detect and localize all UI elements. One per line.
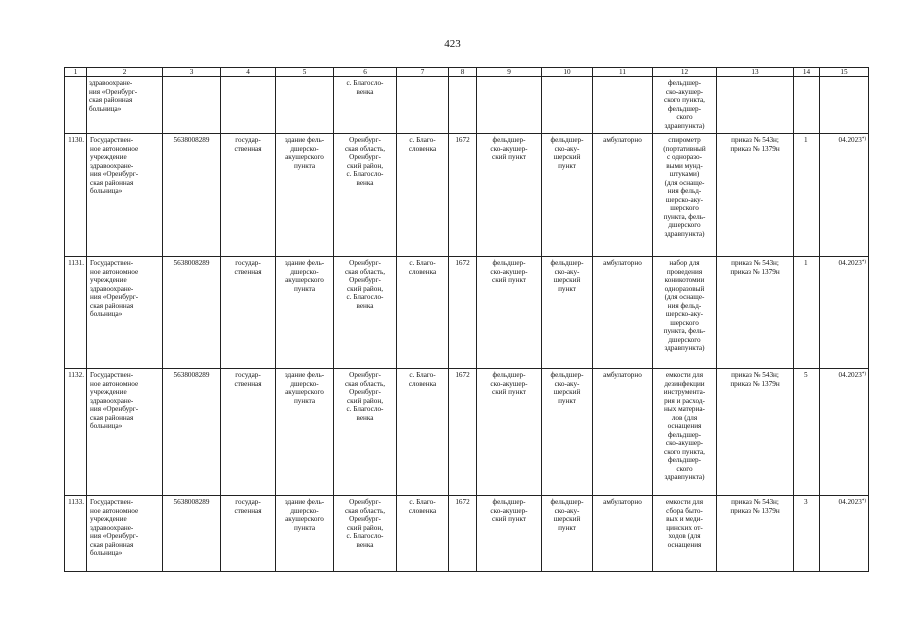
- column-number: 10: [542, 68, 593, 77]
- quantity-cell: 1: [794, 257, 820, 369]
- equipment-cell: набор для проведения коникотомии одноразовый (для оснаще- ния фельд- шерско-аку- шерского пункта, фель- дшерского здравпункта): [653, 257, 717, 369]
- column-number: 13: [717, 68, 794, 77]
- row-number: 1132.: [65, 369, 87, 496]
- table-row: [65, 369, 869, 496]
- table-cell: [794, 77, 820, 134]
- column-number: 11: [593, 68, 653, 77]
- ownership-cell: государ- ственная: [221, 496, 276, 572]
- inn-cell: 5638008289: [163, 496, 221, 572]
- date-cell: [820, 496, 869, 572]
- column-number: 7: [397, 68, 449, 77]
- column-number: 15: [820, 68, 869, 77]
- order-cell: приказ № 543н; приказ № 1379н: [717, 257, 794, 369]
- building-cell: здание фель- дшерско- акушерского пункта: [276, 496, 334, 572]
- footnote-mark: *): [861, 260, 866, 265]
- care-mode-cell: амбулаторно: [593, 496, 653, 572]
- column-number: 12: [653, 68, 717, 77]
- equipment-cell: емкости для дезинфекции инструмента- рия и расход- ных материа- лов (для оснащения фельдшер- ско-акушер- ского пункта, фельдшер- ского здравпункта): [653, 369, 717, 496]
- table-cell: [477, 77, 542, 134]
- table-cell: [276, 77, 334, 134]
- care-mode-cell: амбулаторно: [593, 134, 653, 257]
- column-number: 6: [334, 68, 397, 77]
- column-number: 3: [163, 68, 221, 77]
- facility-type-cell: фельдшер- ско-акушер- ский пункт: [477, 496, 542, 572]
- settlement-cell: с. Благо- словенка: [397, 257, 449, 369]
- table-cell: [820, 77, 869, 134]
- order-cell: приказ № 543н; приказ № 1379н: [717, 134, 794, 257]
- column-number: 14: [794, 68, 820, 77]
- table-cell: [449, 77, 477, 134]
- ownership-cell: государ- ственная: [221, 369, 276, 496]
- facility-type-cell: фельдшер- ско-акушер- ский пункт: [477, 257, 542, 369]
- date-value: 04.2023: [838, 371, 862, 379]
- quantity-cell: 3: [794, 496, 820, 572]
- continuation-row: [65, 77, 869, 134]
- care-mode-cell: амбулаторно: [593, 257, 653, 369]
- date-cell: [820, 257, 869, 369]
- row-number: 1131.: [65, 257, 87, 369]
- count-cell: 1672: [449, 257, 477, 369]
- equipment-cell: фельдшер- ско-акушер- ского пункта, фельдшер- ского здравпункта): [653, 77, 717, 134]
- date-value: 04.2023: [838, 136, 862, 144]
- column-number: 8: [449, 68, 477, 77]
- count-cell: 1672: [449, 369, 477, 496]
- column-number-row: [65, 68, 869, 77]
- ownership-cell: государ- ственная: [221, 257, 276, 369]
- count-cell: 1672: [449, 134, 477, 257]
- quantity-cell: 1: [794, 134, 820, 257]
- date-value: 04.2023: [838, 259, 862, 267]
- address-cell: Оренбург- ская область, Оренбург- ский район, с. Благосло- венка: [334, 369, 397, 496]
- address-cell: Оренбург- ская область, Оренбург- ский район, с. Благосло- венка: [334, 134, 397, 257]
- table-cell: [717, 77, 794, 134]
- date-cell: [820, 134, 869, 257]
- table-cell: [542, 77, 593, 134]
- order-cell: приказ № 543н; приказ № 1379н: [717, 369, 794, 496]
- owner-cell: здравоохране- ния «Оренбург- ская районная больница»: [87, 77, 163, 134]
- inn-cell: 5638008289: [163, 369, 221, 496]
- order-cell: приказ № 543н; приказ № 1379н: [717, 496, 794, 572]
- column-number: 9: [477, 68, 542, 77]
- inn-cell: 5638008289: [163, 257, 221, 369]
- column-number: 4: [221, 68, 276, 77]
- owner-cell: Государствен- ное автономное учреждение здравоохране- ния «Оренбург- ская районная больница»: [87, 496, 163, 572]
- unit-cell: фельдшер- ско-аку- шерский пункт: [542, 257, 593, 369]
- settlement-cell: с. Благо- словенка: [397, 496, 449, 572]
- row-number: 1133.: [65, 496, 87, 572]
- inn-cell: 5638008289: [163, 134, 221, 257]
- date-value: 04.2023: [838, 498, 862, 506]
- owner-cell: Государствен- ное автономное учреждение здравоохране- ния «Оренбург- ская районная больница»: [87, 257, 163, 369]
- footnote-mark: *): [861, 499, 866, 504]
- building-cell: здание фель- дшерско- акушерского пункта: [276, 257, 334, 369]
- care-mode-cell: амбулаторно: [593, 369, 653, 496]
- equipment-cell: емкости для сбора быто- вых и меди- цинских от- ходов (для оснащения: [653, 496, 717, 572]
- unit-cell: фельдшер- ско-аку- шерский пункт: [542, 369, 593, 496]
- unit-cell: фельдшер- ско-аку- шерский пункт: [542, 496, 593, 572]
- facility-type-cell: фельдшер- ско-акушер- ский пункт: [477, 369, 542, 496]
- quantity-cell: 5: [794, 369, 820, 496]
- footnote-mark: *): [861, 372, 866, 377]
- building-cell: здание фель- дшерско- акушерского пункта: [276, 369, 334, 496]
- table-cell: [163, 77, 221, 134]
- unit-cell: фельдшер- ско-аку- шерский пункт: [542, 134, 593, 257]
- count-cell: 1672: [449, 496, 477, 572]
- page-number: 423: [444, 38, 461, 50]
- footnote-mark: *): [861, 137, 866, 142]
- owner-cell: Государствен- ное автономное учреждение здравоохране- ния «Оренбург- ская районная больница»: [87, 134, 163, 257]
- date-cell: [820, 369, 869, 496]
- registry-table: [64, 67, 869, 572]
- building-cell: здание фель- дшерско- акушерского пункта: [276, 134, 334, 257]
- settlement-cell: с. Благо- словенка: [397, 369, 449, 496]
- equipment-cell: спирометр (портативный с одноразо- выми мунд- штуками) (для оснаще- ния фельд- шерско-аку- шерского пункта, фель- дшерского здравпункта): [653, 134, 717, 257]
- address-cell: с. Благосло- венка: [334, 77, 397, 134]
- table-row: [65, 496, 869, 572]
- facility-type-cell: фельдшер- ско-акушер- ский пункт: [477, 134, 542, 257]
- table-cell: [593, 77, 653, 134]
- owner-cell: Государствен- ное автономное учреждение здравоохране- ния «Оренбург- ская районная больница»: [87, 369, 163, 496]
- address-cell: Оренбург- ская область, Оренбург- ский район, с. Благосло- венка: [334, 257, 397, 369]
- table-cell: [397, 77, 449, 134]
- table-row: [65, 257, 869, 369]
- ownership-cell: государ- ственная: [221, 134, 276, 257]
- settlement-cell: с. Благо- словенка: [397, 134, 449, 257]
- row-number: 1130.: [65, 134, 87, 257]
- table-cell: [65, 77, 87, 134]
- column-number: 5: [276, 68, 334, 77]
- table-row: [65, 134, 869, 257]
- table-cell: [221, 77, 276, 134]
- address-cell: Оренбург- ская область, Оренбург- ский район, с. Благосло- венка: [334, 496, 397, 572]
- column-number: 2: [87, 68, 163, 77]
- column-number: 1: [65, 68, 87, 77]
